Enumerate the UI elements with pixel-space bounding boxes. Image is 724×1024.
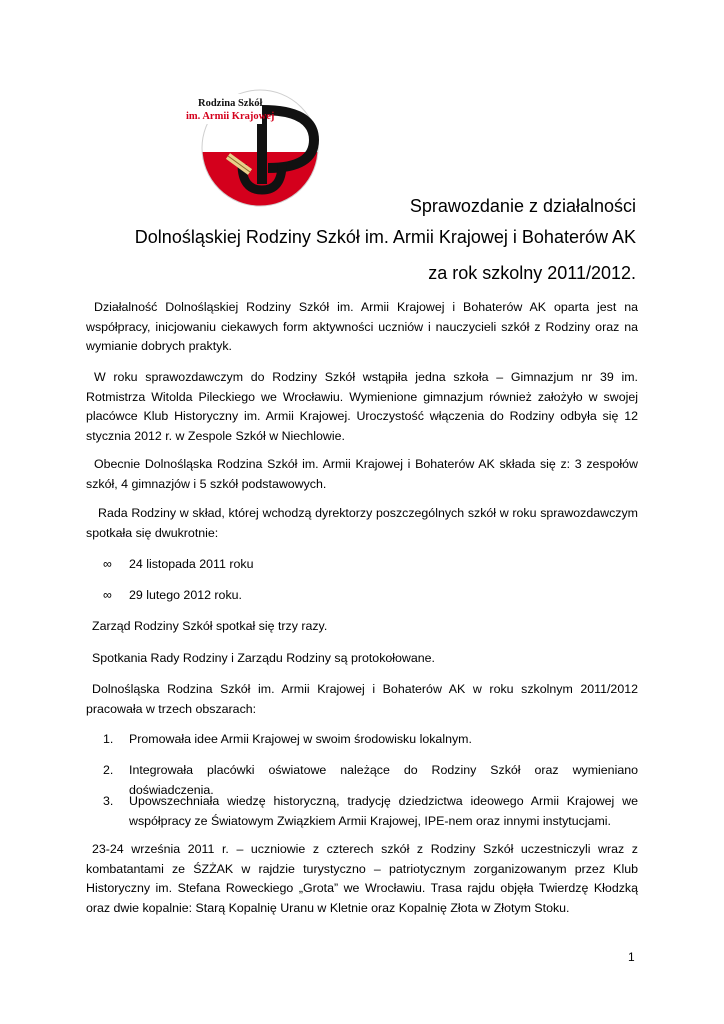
list-item-text: 29 lutego 2012 roku. <box>129 588 242 602</box>
paragraph-6: Spotkania Rady Rodziny i Zarządu Rodziny są protokołowane. <box>92 651 435 665</box>
numbered-item-text: Promowała idee Armii Krajowej w swoim środowisku lokalnym. <box>129 732 472 746</box>
report-school-year: za rok szkolny 2011/2012. <box>428 263 636 283</box>
numbered-item-number: 3. <box>103 794 114 808</box>
paragraph-8: 23-24 września 2011 r. – uczniowie z czterech szkół z Rodziny Szkół uczestniczyli wraz z kombatantami ze ŚZŻAK w rajdzie turystyczno – patriotycznym zorganizowanym przez Klub Historyczny im. Stefana Roweckiego „Grota” we Wrocławiu. Trasa rajdu objęła Twierdzę Kłodzką oraz dwie kopalnie: Starą Kopalnię Uranu w Kletnie oraz Kopalnię Złota w Złotym Stoku. <box>86 842 638 915</box>
page-number: 1 <box>628 950 635 964</box>
numbered-item-text: Integrowała placówki oświatowe należące do Rodziny Szkół oraz wymieniano doświadczenia. <box>129 763 638 797</box>
logo-title-line2: im. Armii Krajowej <box>186 111 275 122</box>
report-organization: Dolnośląskiej Rodziny Szkół im. Armii Krajowej i Bohaterów AK <box>134 227 636 247</box>
paragraph-5: Zarząd Rodziny Szkół spotkał się trzy razy. <box>92 619 328 633</box>
paragraph-3: Obecnie Dolnośląska Rodzina Szkół im. Armii Krajowej i Bohaterów AK składa się z: 3 zespołów szkół, 4 gimnazjów i 5 szkół podstawowych. <box>86 457 638 491</box>
numbered-item-text: Upowszechniała wiedzę historyczną, tradycję dziedzictwa ideowego Armii Krajowej we współpracy ze Światowym Związkiem Armii Krajowej, IPE-nem oraz innymi instytucjami. <box>129 794 638 828</box>
list-item-text: 24 listopada 2011 roku <box>129 557 254 571</box>
infinity-bullet-icon: ∞ <box>103 588 112 602</box>
paragraph-2: W roku sprawozdawczym do Rodziny Szkół wstąpiła jedna szkoła – Gimnazjum nr 39 im. Rotmistrza Witolda Pileckiego we Wrocławiu. Wymienione gimnazjum również założyło w swojej placówce Klub Historyczny im. Armii Krajowej. Uroczystość włączenia do Rodziny odbyła się 12 stycznia 2012 r. w Zespole Szkół w Niechlowie. <box>86 370 638 443</box>
paragraph-4: Rada Rodziny w skład, której wchodzą dyrektorzy poszczególnych szkół w roku sprawozdawczym spotkała się dwukrotnie: <box>86 506 638 540</box>
paragraph-7: Dolnośląska Rodzina Szkół im. Armii Krajowej i Bohaterów AK w roku szkolnym 2011/2012 pracowała w trzech obszarach: <box>86 682 638 716</box>
paragraph-1: Działalność Dolnośląskiej Rodziny Szkół im. Armii Krajowej i Bohaterów AK oparta jest na współpracy, inicjowaniu ciekawych form aktywności uczniów i nauczycieli szkół z Rodziny oraz na wymianie dobrych praktyk. <box>86 300 638 353</box>
report-title: Sprawozdanie z działalności <box>409 196 636 216</box>
list-item <box>103 555 253 575</box>
numbered-item-number: 1. <box>103 732 114 746</box>
list-item <box>103 586 242 606</box>
infinity-bullet-icon: ∞ <box>103 557 112 571</box>
logo-title-line1: Rodzina Szkół <box>198 98 263 109</box>
numbered-item-number: 2. <box>103 763 114 777</box>
school-family-logo <box>182 84 342 214</box>
